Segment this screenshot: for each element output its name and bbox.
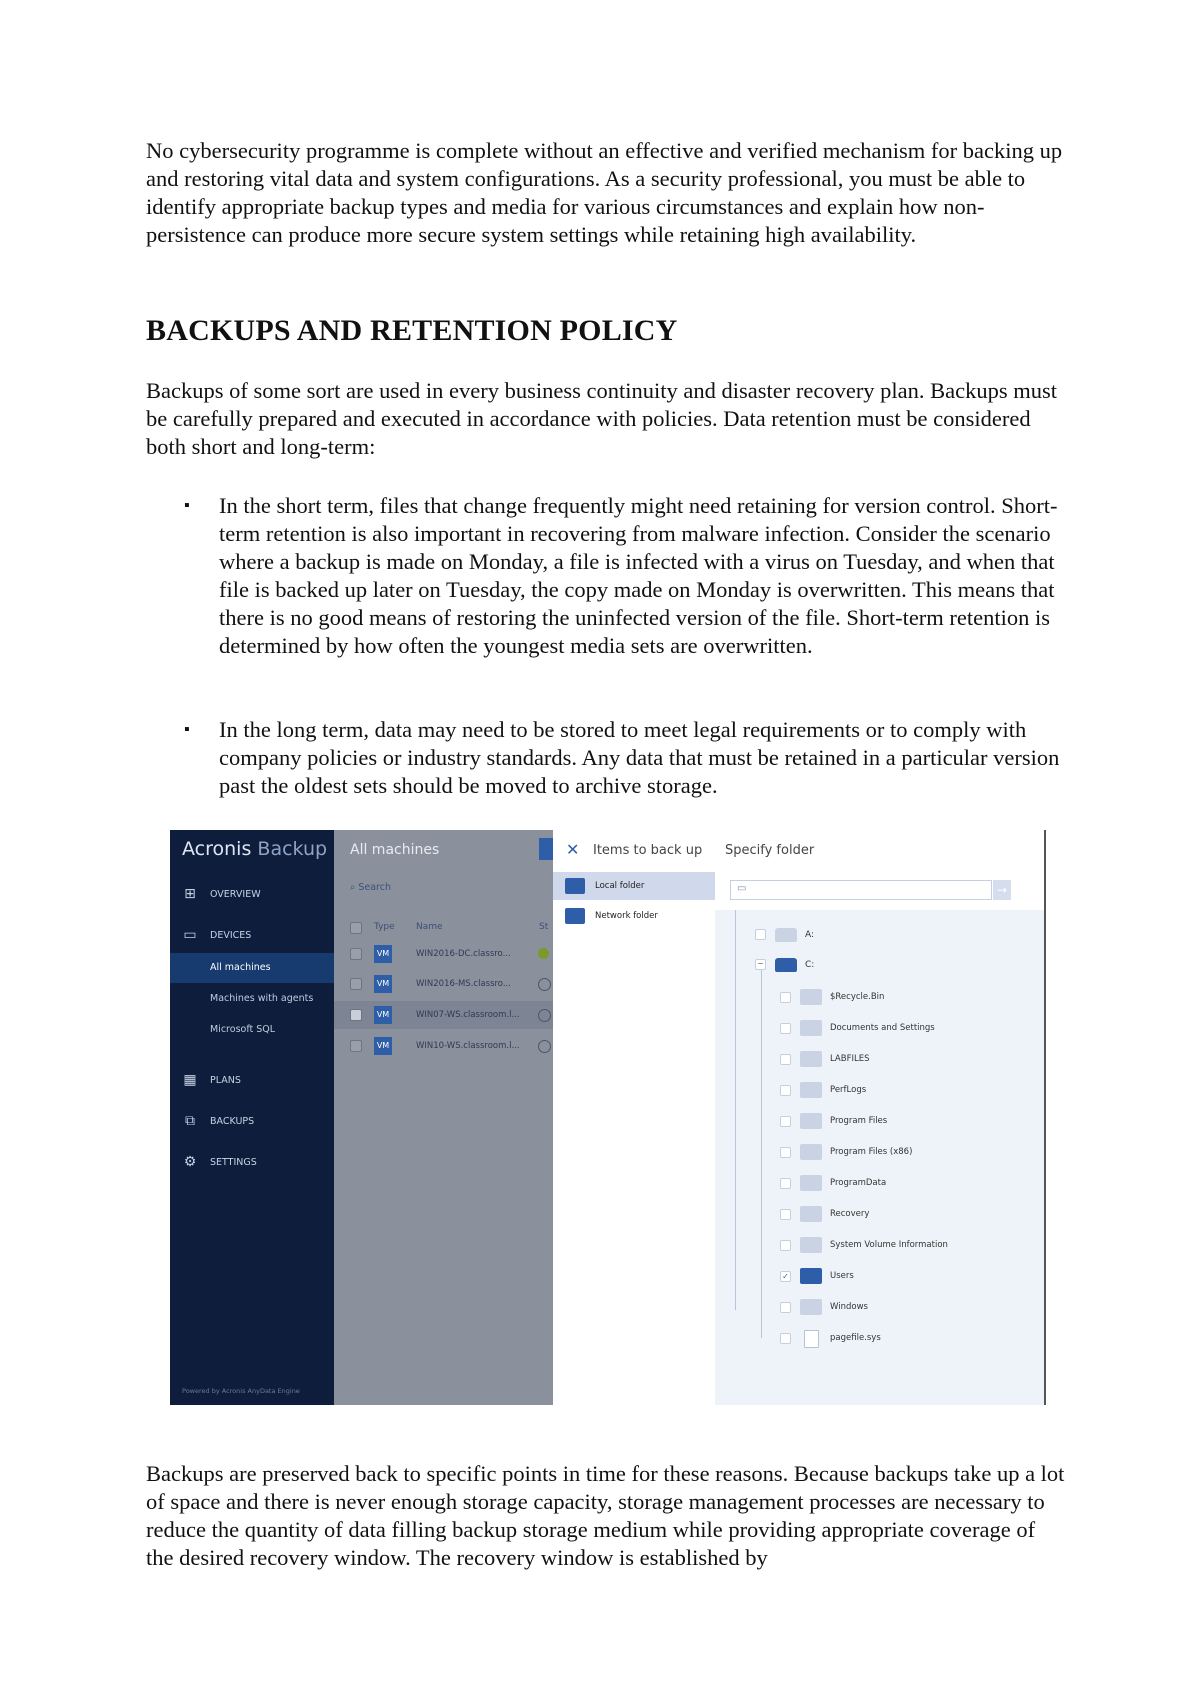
nav-microsoft-sql[interactable]: Microsoft SQL: [210, 1024, 276, 1035]
drive-a[interactable]: A:: [755, 924, 955, 946]
intro-paragraph: No cybersecurity programme is complete without an effective and verified mechanism for backing up and restoring vital data and system configurations. As a security professional, you must be able to identify appropriate backup types and media for various circumstances and explain how non-persistence can produce more secure system settings while retaining high availability.: [146, 138, 1063, 247]
nav-backups[interactable]: ⧉ BACKUPS: [170, 1107, 334, 1137]
folder-icon: [800, 1113, 822, 1129]
nav-plans[interactable]: ▦ PLANS: [183, 1072, 241, 1088]
folder-icon: [800, 989, 822, 1005]
folder-tree: [715, 910, 1046, 1405]
folder-icon: [800, 1144, 822, 1160]
gear-icon: ⚙: [183, 1154, 197, 1170]
search-input[interactable]: ⌕ Search: [350, 882, 391, 893]
folder-panel-title: Specify folder: [725, 843, 815, 858]
file-icon: [804, 1330, 819, 1348]
backups-paragraph: Backups of some sort are used in every business continuity and disaster recovery plan. Backups must be carefully prepared and executed in accordance with policies. Data retention must be considered both short and long-term:: [146, 378, 1058, 459]
nav-overview[interactable]: ⊞ OVERVIEW: [170, 880, 334, 910]
folder-icon: [800, 1175, 822, 1191]
folder-icon: [800, 1237, 822, 1253]
folder-icon: [800, 1268, 822, 1284]
bullet-marker: ▪: [184, 721, 190, 738]
panel-border: [1044, 830, 1046, 1405]
column-header-type[interactable]: Type: [374, 922, 395, 932]
bullet-item-short-term: [146, 492, 1066, 692]
folder-checkbox[interactable]: [780, 1209, 791, 1220]
folder-checkbox[interactable]: [780, 1147, 791, 1158]
column-header-name[interactable]: Name: [416, 922, 443, 932]
specify-folder-panel: [715, 830, 1046, 1405]
folder-item[interactable]: Windows: [780, 1298, 1020, 1318]
machines-list-panel: [334, 830, 553, 1405]
folder-checkbox[interactable]: [780, 1116, 791, 1127]
folder-item[interactable]: Recovery: [780, 1205, 1020, 1225]
recovery-paragraph: Backups are preserved back to specific points in time for these reasons. Because backups take up a lot of space and there is never enough storage capacity, storage management processes are necessary to reduce the quantity of data filling backup storage medium while providing appropriate coverage of the desired recovery window. The recovery window is established by: [146, 1461, 1065, 1570]
nav-machines-with-agents[interactable]: Machines with agents: [210, 993, 314, 1004]
folder-item[interactable]: Program Files (x86): [780, 1143, 1020, 1163]
acronis-backup-screenshot: [170, 830, 1046, 1405]
row-checkbox[interactable]: [350, 978, 362, 990]
select-all-checkbox[interactable]: [350, 922, 362, 934]
expand-toggle[interactable]: −: [755, 959, 766, 970]
folder-icon: [800, 1299, 822, 1315]
overview-icon: ⊞: [184, 886, 196, 902]
machine-name: WIN07-WS.classroom.l...: [416, 1010, 520, 1020]
folder-item[interactable]: Program Files: [780, 1112, 1020, 1132]
nav-settings[interactable]: ⚙ SETTINGS: [183, 1154, 257, 1170]
folder-item[interactable]: $Recycle.Bin: [780, 988, 1020, 1008]
plans-icon: ▦: [183, 1072, 197, 1088]
go-arrow-button[interactable]: →: [993, 880, 1011, 900]
folder-checkbox-checked[interactable]: ✓: [780, 1271, 791, 1282]
table-row[interactable]: [334, 1032, 553, 1060]
folder-checkbox[interactable]: [780, 1178, 791, 1189]
bullet-text: In the long term, data may need to be stored to meet legal requirements or to comply with company policies or industry standards. Any data that must be retained in a particular version past the oldest sets should be moved to archive storage.: [219, 717, 1060, 798]
tree-line: [735, 910, 736, 1310]
folder-icon: [800, 1051, 822, 1067]
folder-icon: [800, 1082, 822, 1098]
monitor-icon: ▭: [183, 927, 197, 943]
nav-all-machines[interactable]: All machines: [170, 953, 334, 983]
folder-icon: [800, 1020, 822, 1036]
items-title: Items to back up: [593, 843, 703, 858]
folder-outline-icon: ▭: [737, 883, 747, 894]
table-row[interactable]: [334, 940, 553, 968]
table-row[interactable]: [334, 970, 553, 998]
machine-name: WIN10-WS.classroom.l...: [416, 1041, 520, 1051]
drive-icon: [775, 928, 797, 942]
folder-checkbox[interactable]: [780, 1085, 791, 1096]
sidebar: [170, 830, 334, 1405]
status-ok-icon: [538, 948, 549, 959]
folder-checkbox[interactable]: [780, 1240, 791, 1251]
list-title: All machines: [350, 842, 440, 858]
column-header-status[interactable]: St: [539, 922, 549, 932]
vm-icon: VM: [374, 1006, 392, 1024]
vm-icon: VM: [374, 1037, 392, 1055]
section-heading: BACKUPS AND RETENTION POLICY: [146, 314, 678, 347]
option-network-folder[interactable]: Network folder: [553, 902, 715, 930]
bullet-text: In the short term, files that change frequently might need retaining for version control. Short-term retention is also important in recovering from malware infection. Consider the scenario where a backup is made on Monday, a file is infected with a virus on Tuesday, and when that file is backed up later on Tuesday, the copy made on Monday is overwritten. This means that there is no good means of restoring the uninfected version of the file. Short-term retention is determined by how often the youngest media sets are overwritten.: [219, 493, 1058, 658]
tree-line: [761, 962, 762, 1338]
file-checkbox[interactable]: [780, 1333, 791, 1344]
nav-devices[interactable]: ▭ DEVICES: [183, 927, 252, 943]
folder-item[interactable]: Documents and Settings: [780, 1019, 1020, 1039]
folder-item[interactable]: ProgramData: [780, 1174, 1020, 1194]
drive-icon: [775, 958, 797, 972]
status-none-icon: [538, 978, 551, 991]
folder-item[interactable]: PerfLogs: [780, 1081, 1020, 1101]
brand-logo: Acronis Backup: [182, 838, 328, 860]
folder-item-selected[interactable]: ✓ Users: [780, 1267, 1020, 1287]
bullet-item-long-term: [146, 716, 1066, 806]
machine-name: WIN2016-MS.classro...: [416, 979, 511, 989]
network-folder-icon: [565, 908, 585, 924]
file-item[interactable]: pagefile.sys: [780, 1329, 1020, 1349]
drive-checkbox[interactable]: [755, 929, 766, 940]
folder-icon: [800, 1206, 822, 1222]
powered-by: Powered by Acronis AnyData Engine: [182, 1387, 300, 1395]
folder-path-input[interactable]: [730, 880, 992, 900]
row-checkbox[interactable]: [350, 1040, 362, 1052]
search-icon: ⌕: [350, 882, 356, 893]
row-checkbox[interactable]: [350, 948, 362, 960]
folder-item[interactable]: LABFILES: [780, 1050, 1020, 1070]
vm-icon: VM: [374, 975, 392, 993]
add-button[interactable]: [539, 838, 553, 860]
option-local-folder[interactable]: Local folder: [553, 872, 715, 900]
status-none-icon: [538, 1009, 551, 1022]
folder-checkbox[interactable]: [780, 1023, 791, 1034]
bullet-marker: ▪: [184, 497, 190, 514]
folder-icon: [565, 878, 585, 894]
machine-name: WIN2016-DC.classro...: [416, 949, 511, 959]
backups-icon: ⧉: [185, 1113, 195, 1129]
folder-checkbox[interactable]: [780, 1302, 791, 1313]
close-icon[interactable]: ✕: [566, 840, 580, 859]
vm-icon: VM: [374, 945, 392, 963]
folder-item[interactable]: System Volume Information: [780, 1236, 1020, 1256]
table-row[interactable]: [334, 1001, 553, 1029]
folder-checkbox[interactable]: [780, 992, 791, 1003]
drive-c[interactable]: − C:: [755, 954, 955, 976]
items-to-back-up-panel: [553, 830, 715, 1405]
folder-checkbox[interactable]: [780, 1054, 791, 1065]
row-checkbox[interactable]: [350, 1009, 362, 1021]
status-none-icon: [538, 1040, 551, 1053]
